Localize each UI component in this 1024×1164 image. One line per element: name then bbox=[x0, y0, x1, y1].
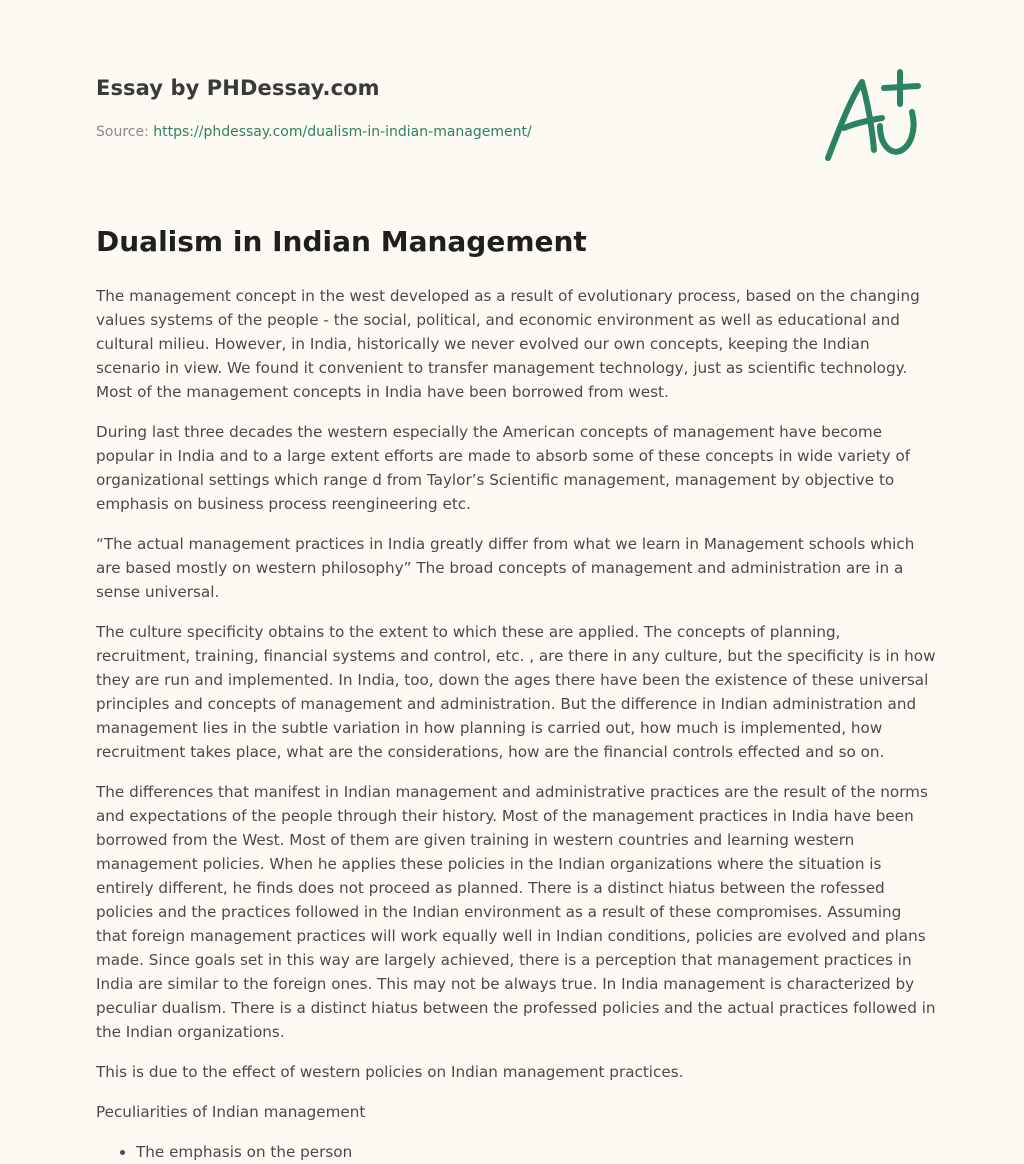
paragraph-4: The culture specificity obtains to the extent to which these are applied. The concepts of planning, recruitment, training, financial systems and control, etc. , are there in any culture, but the specificity is in how they are run and implemented. In India, too, down the ages there have been the existence of these universal principles and concepts of management and administration. But the difference in Indian administration and management lies in the subtle variation in how planning is carried out, how much is implemented, how recruitment takes place, what are the considerations, how are the financial controls effected and so on. bbox=[96, 623, 936, 761]
brand-title: Essay by PHDessay.com bbox=[96, 76, 380, 100]
source-label: Source: bbox=[96, 124, 154, 140]
paragraph-1: The management concept in the west developed as a result of evolutionary process, based on the changing values systems of the people - the social, political, and economic environment as well as educational and cultural milieu. However, in India, historically we never evolved our own concepts, keeping the Indian scenario in view. We found it convenient to transfer management technology, just as scientific technology. Most of the management concepts in India have been borrowed from west. bbox=[96, 287, 920, 401]
paragraph-6: This is due to the effect of western policies on Indian management practices. bbox=[96, 1063, 684, 1081]
source-link[interactable]: https://phdessay.com/dualism-in-indian-management/ bbox=[153, 124, 532, 140]
paragraph-5: The differences that manifest in Indian management and administrative practices are the result of the norms and expectations of the people through their history. Most of the management practices in India have been borrowed from the West. Most of them are given training in western countries and learning western management policies. When he applies these policies in the Indian organizations where the situation is entirely different, he finds does not proceed as planned. There is a distinct hiatus between the rofessed policies and the practices followed in the Indian environment as a result of these compromises. Assuming that foreign management practices will work equally well in Indian conditions, policies are evolved and plans made. Since goals set in this way are largely achieved, there is a perception that management practices in India are similar to the foreign ones. This may not be always true. In India management is characterized by peculiar dualism. There is a distinct hiatus between the professed policies and the actual practices followed in the Indian organizations. bbox=[96, 783, 936, 1041]
paragraph-7: Peculiarities of Indian management bbox=[96, 1103, 366, 1121]
peculiarities-list bbox=[96, 1140, 936, 1164]
a-plus-logo-icon bbox=[822, 66, 926, 166]
paragraph-2: During last three decades the western especially the American concepts of management have become popular in India and to a large extent efforts are made to absorb some of these concepts in wide variety of organizational settings which range d from Taylor’s Scientific management, management by objective to emphasis on business process reengineering etc. bbox=[96, 423, 911, 513]
list-item: • The emphasis on the person bbox=[136, 1140, 936, 1164]
essay-body bbox=[96, 284, 936, 1164]
paragraph-3: “The actual management practices in India greatly differ from what we learn in Management schools which are based mostly on western philosophy” The broad concepts of management and administration are in a sense universal. bbox=[96, 535, 915, 601]
source-line bbox=[96, 124, 532, 140]
essay-title: Dualism in Indian Management bbox=[96, 225, 587, 258]
